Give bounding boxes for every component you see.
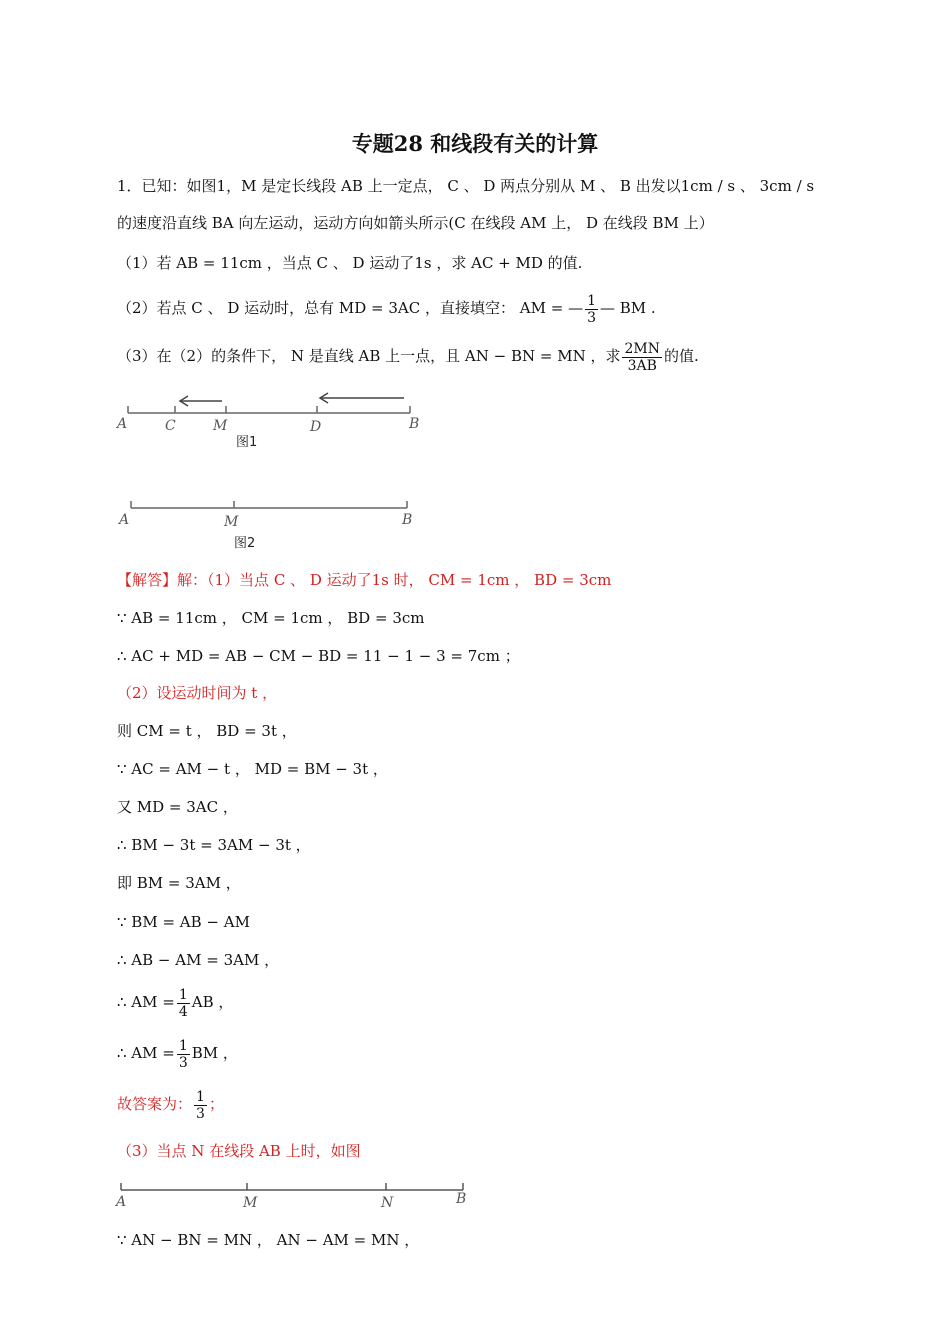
solution-line-16: ∵ AN − BN = MN ， AN − AM = MN ，: [117, 1231, 420, 1249]
solution-line-1: 【解答】解：（1）当点 C 、 D 运动了1s 时， CM = 1cm ， BD = 3cm: [117, 571, 612, 589]
fig3-label-n: N: [381, 1195, 394, 1211]
fig2-label-a: A: [119, 512, 130, 528]
solution-line-6: ∵ AC = AM − t ， MD = BM − 3t ，: [117, 760, 388, 778]
fraction-denominator: 4: [178, 1003, 188, 1020]
solution-line-13-tail: BM ，: [191, 1044, 238, 1062]
page-title: 专题28 和线段有关的计算: [351, 131, 599, 156]
fraction-denominator: 3: [587, 309, 596, 326]
fraction-denominator: 3AB: [627, 357, 657, 374]
solution-line-12-tail: AB ，: [191, 993, 234, 1011]
solution-line-2: ∵ AB = 11cm ， CM = 1cm ， BD = 3cm: [117, 609, 425, 627]
question-3-tail: 的值.: [663, 347, 699, 365]
solution-line-11: ∴ AB − AM = 3AM ，: [117, 951, 280, 969]
solution-line-3: ∴ AC + MD = AB − CM − BD = 11 − 1 − 3 = 7cm ；: [117, 647, 520, 665]
fraction-numerator: 2MN: [624, 340, 660, 357]
fig1-label-b: B: [409, 416, 420, 432]
solution-line-8: ∴ BM − 3t = 3AM − 3t ，: [117, 836, 311, 854]
fig3-label-b: B: [456, 1191, 467, 1207]
fraction-numerator: 1: [587, 292, 596, 309]
solution-line-14-text: 故答案为：: [117, 1095, 193, 1113]
fraction-numerator: 1: [178, 986, 188, 1003]
solution-line-13-text: ∴ AM =: [117, 1044, 175, 1062]
solution-line-13-fraction: [177, 1038, 190, 1071]
solution-line-12-fraction: [177, 987, 190, 1020]
fig1-label-m: M: [213, 418, 228, 434]
solution-line-15: （3）当点 N 在线段 AB 上时，如图: [117, 1142, 361, 1160]
solution-line-10: ∵ BM = AB − AM: [117, 913, 250, 931]
fraction-numerator: 1: [178, 1037, 188, 1054]
fig1-label-d: D: [310, 419, 322, 435]
solution-line-5: 则 CM = t ， BD = 3t ，: [117, 722, 297, 740]
fraction-denominator: 3: [196, 1105, 205, 1122]
figure-3: [114, 1183, 466, 1211]
fraction-denominator: 3: [178, 1054, 188, 1071]
fig3-label-m: M: [243, 1195, 258, 1211]
figure-1: [115, 393, 419, 450]
fig2-label-b: B: [402, 512, 413, 528]
fraction-numerator: 1: [196, 1088, 205, 1105]
solution-line-12: [117, 982, 233, 1022]
fig2-label-m: M: [224, 514, 239, 530]
fig2-caption: 图2: [234, 536, 256, 551]
question-3-text: （3）在（2）的条件下， N 是直线 AB 上一点，且 AN − BN = MN ，求: [117, 347, 621, 365]
problem-intro-line2: 的速度沿直线 BA 向左运动，运动方向如箭头所示(C 在线段 AM 上， D 在线段 BM 上）: [117, 214, 714, 232]
solution-line-13: [117, 1033, 238, 1073]
solution-line-9: 即 BM = 3AM ，: [117, 874, 241, 892]
fig1-caption: 图1: [236, 435, 258, 450]
fig3-label-a: A: [116, 1194, 127, 1210]
question-2-tail: — BM .: [600, 299, 656, 317]
question-2-text: （2）若点 C 、 D 运动时，总有 MD = 3AC ，直接填空： AM = —: [117, 299, 584, 317]
solution-line-14-fraction: [194, 1089, 207, 1122]
problem-intro-line1: 1．已知：如图1，M 是定长线段 AB 上一定点， C 、 D 两点分别从 M 、 B 出发以1cm / s 、 3cm / s: [117, 177, 815, 195]
solution-line-14: [117, 1084, 224, 1124]
solution-line-12-text: ∴ AM =: [117, 993, 175, 1011]
solution-line-4: （2）设运动时间为 t ，: [117, 684, 278, 702]
solution-line-7: 又 MD = 3AC ，: [117, 798, 238, 816]
solution-line-14-tail: ；: [208, 1095, 224, 1113]
fig1-label-c: C: [165, 418, 176, 434]
question-1: （1）若 AB = 11cm ，当点 C 、 D 运动了1s ，求 AC + MD 的值.: [117, 254, 583, 272]
figure-2: [117, 501, 412, 551]
fig1-label-a: A: [117, 416, 128, 432]
